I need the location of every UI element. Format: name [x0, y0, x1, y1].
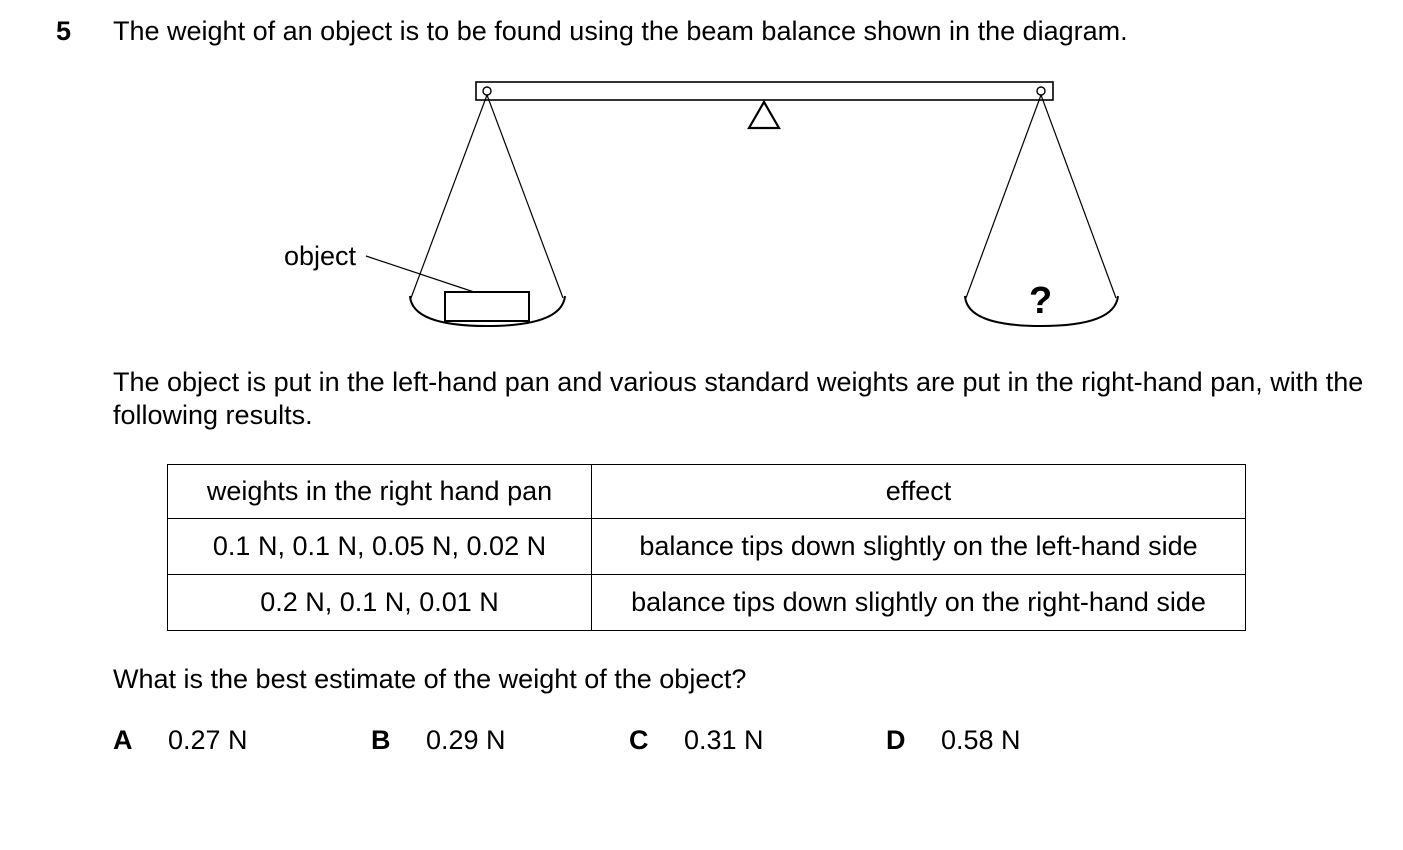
setup-paragraph: The object is put in the left-hand pan and various standard weights are put in the right-hand pan, with the following results.	[113, 367, 1364, 430]
option-a[interactable]	[113, 725, 248, 756]
option-value: 0.29 N	[426, 725, 506, 755]
table-header-effect: effect	[592, 465, 1246, 519]
unknown-weight-mark: ?	[1029, 280, 1053, 322]
question-prompt: What is the best estimate of the weight of the object?	[113, 664, 747, 694]
option-letter: B	[371, 725, 391, 755]
option-letter: A	[113, 725, 133, 755]
beam	[476, 82, 1053, 100]
table-header-row	[168, 465, 1246, 519]
option-letter: C	[629, 725, 649, 755]
table-row	[168, 575, 1246, 631]
table-row	[168, 519, 1246, 575]
option-d[interactable]	[886, 725, 1021, 756]
beam-balance-diagram	[0, 0, 1403, 360]
table-cell-weights: 0.2 N, 0.1 N, 0.01 N	[168, 575, 592, 631]
question-number: 5	[56, 16, 72, 46]
fulcrum	[749, 102, 779, 128]
object-label: object	[284, 241, 357, 271]
option-c[interactable]	[629, 725, 764, 756]
object-leader-line	[366, 256, 474, 292]
option-value: 0.27 N	[168, 725, 248, 755]
results-table	[167, 464, 1246, 631]
option-value: 0.58 N	[941, 725, 1021, 755]
object-block	[445, 292, 529, 321]
option-letter: D	[886, 725, 906, 755]
option-b[interactable]	[371, 725, 506, 756]
right-pivot	[1037, 87, 1045, 95]
table-cell-effect: balance tips down slightly on the left-hand side	[592, 519, 1246, 575]
left-pivot	[483, 87, 491, 95]
option-value: 0.31 N	[684, 725, 764, 755]
table-cell-weights: 0.1 N, 0.1 N, 0.05 N, 0.02 N	[168, 519, 592, 575]
table-cell-effect: balance tips down slightly on the right-hand side	[592, 575, 1246, 631]
question-intro: The weight of an object is to be found using the beam balance shown in the diagram.	[113, 16, 1128, 46]
table-header-weights: weights in the right hand pan	[168, 465, 592, 519]
